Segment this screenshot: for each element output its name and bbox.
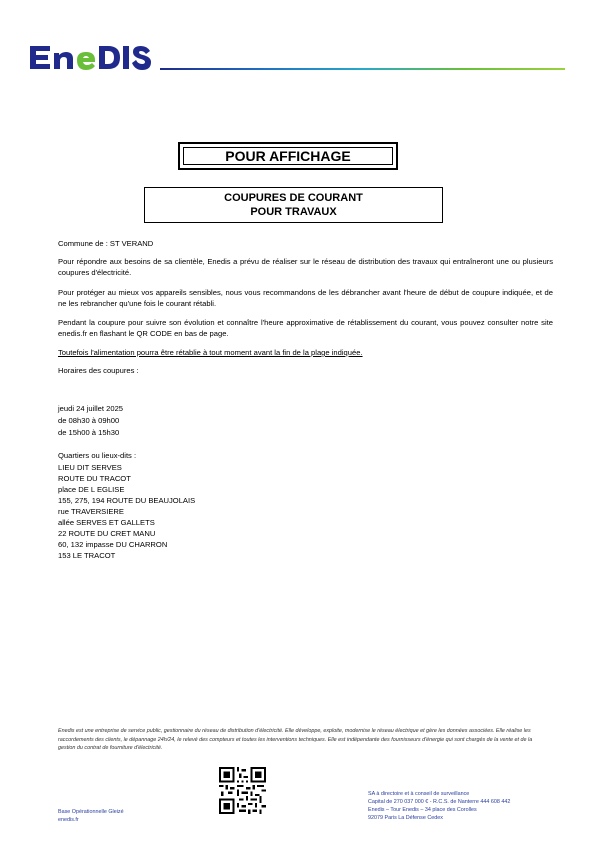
footer-address-1: Enedis – Tour Enedis – 34 place des Corolles xyxy=(368,807,477,813)
qr-code-icon[interactable] xyxy=(219,767,266,814)
paragraph-proteger: Pour protéger au mieux vos appareils sensibles, nous vous recommandons de les débrancher avant l'heure de début de coupure indiquée, et de ne les rebrancher qu'une fois le courant rétabli. xyxy=(58,288,553,308)
horaires-label: Horaires des coupures : xyxy=(58,366,139,375)
quartiers-list xyxy=(58,462,553,561)
enedis-logo xyxy=(28,42,156,78)
list-item: place DE L EGLISE xyxy=(58,485,125,494)
footer-left xyxy=(58,808,124,824)
footer-right xyxy=(368,790,510,822)
list-item: ROUTE DU TRACOT xyxy=(58,474,131,483)
header-gradient-rule xyxy=(160,68,565,70)
list-item: 60, 132 impasse DU CHARRON xyxy=(58,540,168,549)
list-item: rue TRAVERSIERE xyxy=(58,507,124,516)
list-item: 22 ROUTE DU CRET MANU xyxy=(58,529,156,538)
footer-legal-1: SA à directoire et à conseil de surveillance xyxy=(368,791,470,797)
enedis-logo-icon xyxy=(28,42,156,72)
footer-address-2: 92079 Paris La Défense Cedex xyxy=(368,815,443,821)
quartiers-label: Quartiers ou lieux-dits : xyxy=(58,451,137,460)
list-item: LIEU DIT SERVES xyxy=(58,463,122,472)
paragraph-suivi: Pendant la coupure pour suivre son évolution et connaître l'heure approximative de rétablissement du courant, vous pouvez consulter notre site enedis.fr en flashant le QR CODE en bas de page. xyxy=(58,318,553,338)
coupure-date: jeudi 24 juillet 2025 xyxy=(58,404,124,413)
footer-website-link[interactable]: enedis.fr xyxy=(58,817,79,823)
affichage-title: POUR AFFICHAGE xyxy=(183,147,393,165)
list-item: allée SERVES ET GALLETS xyxy=(58,518,155,527)
footer-legal-2: Capital de 270 037 000 € - R.C.S. de Nanterre 444 608 442 xyxy=(368,799,511,805)
footer-base-operationnelle: Base Opérationnelle Gleizé xyxy=(58,809,124,815)
affichage-box xyxy=(178,142,398,170)
footer-company-note: Enedis est une entreprise de service public, gestionnaire du réseau de distribution d'électricité. Elle développe, exploite, modernise le réseau électrique et gère les données associées. Elle réalise les raccordements des clients, le dépannage 24h/24, le relevé des compteurs et toutes les interventions techniques. Elle est indépendante des fournisseurs d'énergie qui sont chargés de la vente et de la gestion du contrat de fourniture d'électricité. xyxy=(58,728,533,752)
coupure-slot-1: de 08h30 à 09h00 xyxy=(58,416,120,425)
paragraph-besoins: Pour répondre aux besoins de sa clientèle, Enedis a prévu de réaliser sur le réseau de distribution des travaux qui entraîneront une ou plusieurs coupures d'électricité. xyxy=(58,257,553,277)
list-item: 155, 275, 194 ROUTE DU BEAUJOLAIS xyxy=(58,496,196,505)
main-title-line2: POUR TRAVAUX xyxy=(250,206,337,218)
commune-label: Commune de : ST VERAND xyxy=(58,239,154,248)
main-title-line1: COUPURES DE COURANT xyxy=(224,192,363,204)
coupure-slot-2: de 15h00 à 15h30 xyxy=(58,428,120,437)
list-item: 153 LE TRACOT xyxy=(58,551,116,560)
main-title-box xyxy=(144,187,443,223)
paragraph-retablissement: Toutefois l'alimentation pourra être rétablie à tout moment avant la fin de la plage indiquée. xyxy=(58,348,363,357)
